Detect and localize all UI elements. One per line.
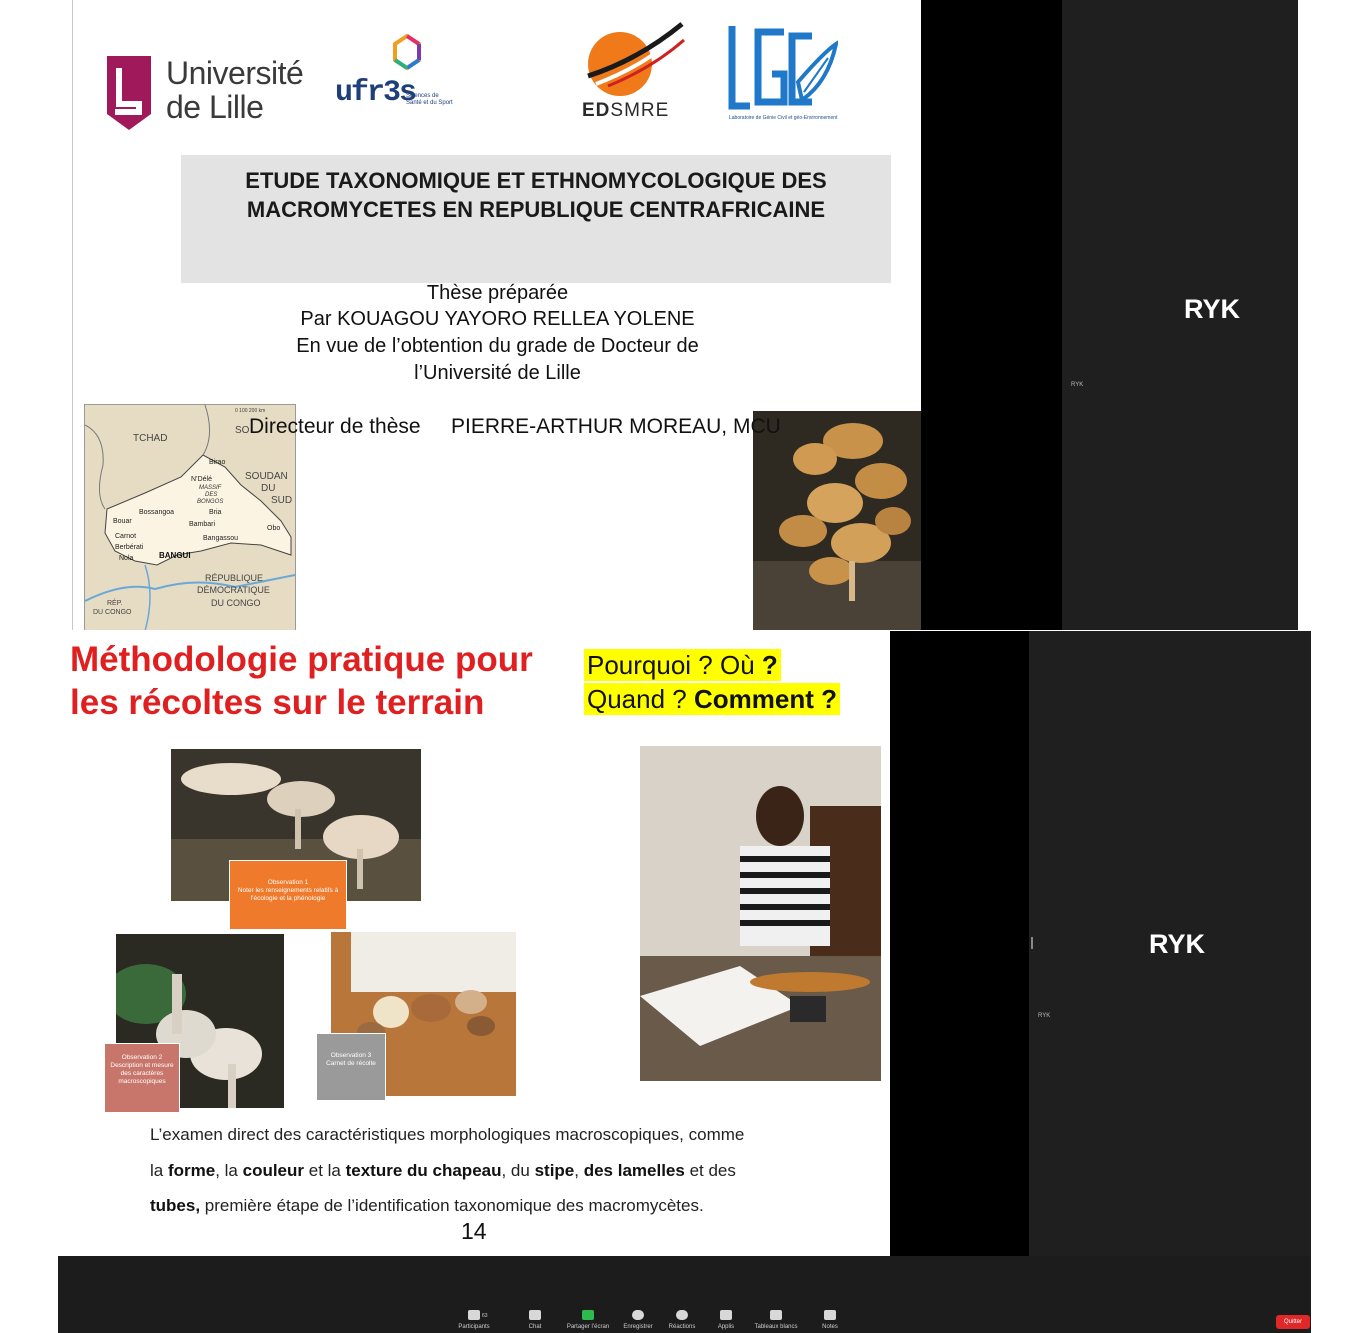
- body-l2-stipe: stipe: [534, 1161, 575, 1180]
- notes-label: Notes: [822, 1324, 838, 1330]
- observation-1-text: Noter les renseignements relatifs à l’écologie et la phénologie: [237, 887, 339, 902]
- map-label-des: DES: [205, 492, 218, 498]
- map-label-obo: Obo: [267, 525, 281, 532]
- ufr3s-logo-mark: [391, 34, 423, 80]
- body-l3-tubes: tubes,: [150, 1196, 201, 1215]
- thesis-title-line2: MACROMYCETES EN REPUBLIQUE CENTRAFRICAINE: [246, 197, 826, 222]
- body-l2-k: et des: [684, 1161, 736, 1180]
- ufr3s-logo-text: ufr3s: [335, 76, 416, 110]
- participant-name-large: RYK: [1184, 294, 1241, 324]
- body-l2-texture: texture du chapeau: [345, 1161, 502, 1180]
- bottom-right-margin: [1311, 631, 1369, 1333]
- question-line-2: [584, 683, 840, 715]
- map-label-bongos: BONGOS: [197, 499, 224, 505]
- thesis-title: [181, 166, 891, 224]
- slide-page-number: 14: [461, 1218, 487, 1244]
- bottom-slide: [58, 631, 890, 1256]
- top-right-margin: [1298, 0, 1369, 630]
- observation-1-box: [229, 860, 347, 930]
- observation-2-box: [104, 1043, 180, 1113]
- lgcge-logo: [728, 22, 838, 114]
- participant-name-small: RYK: [1071, 382, 1084, 388]
- map-label-rdc3: DU CONGO: [211, 598, 261, 608]
- director-label: Directeur de thèse: [249, 415, 421, 438]
- top-participant-tile[interactable]: [1062, 0, 1298, 630]
- chat-icon: [529, 1310, 541, 1320]
- thesis-line-4: l’Université de Lille: [414, 362, 581, 384]
- resize-handle[interactable]: [1031, 937, 1033, 949]
- record-label: Enregistrer: [623, 1324, 653, 1330]
- observation-1-title: Observation 1: [267, 879, 309, 886]
- chat-label: Chat: [528, 1324, 542, 1330]
- map-label-rdc2: DÉMOCRATIQUE: [197, 585, 270, 595]
- map-scale: 0 100 200 km: [235, 408, 266, 414]
- map-label-du: DU: [261, 483, 276, 494]
- map-label-massif: MASSIF: [199, 485, 222, 491]
- map-label-so: SO: [235, 425, 250, 436]
- participants-label: Participants: [458, 1324, 490, 1330]
- map-label-bouar: Bouar: [113, 518, 132, 525]
- map-label-sud: SUD: [271, 495, 293, 506]
- lille-line2: de Lille: [166, 89, 264, 125]
- thesis-line-3: En vue de l’obtention du grade de Docteur de: [296, 335, 699, 357]
- body-l2-i: ,: [574, 1161, 584, 1180]
- thesis-line-1: Thèse préparée: [426, 282, 569, 304]
- body-line-2: [150, 1161, 736, 1181]
- methodology-title-line2: les récoltes sur le terrain: [70, 683, 485, 722]
- body-l2-forme: forme: [167, 1161, 216, 1180]
- top-black-area: [921, 0, 1062, 630]
- map-label-bangui: BANGUI: [159, 551, 191, 560]
- body-l2-e: et la: [304, 1161, 346, 1180]
- body-line-3: [150, 1196, 704, 1216]
- eds-rest: SMRE: [610, 100, 670, 121]
- notes-icon: [824, 1310, 836, 1320]
- question1-normal: Pourquoi ? Où: [587, 650, 762, 680]
- methodology-title: [70, 638, 580, 724]
- share-screen-icon: [582, 1310, 594, 1320]
- map-label-bangassou: Bangassou: [203, 535, 239, 542]
- map-label-rep1: RÉP.: [107, 600, 123, 607]
- methodology-title-line1: Méthodologie pratique pour: [70, 640, 533, 679]
- map-label-nola: Nola: [119, 555, 134, 562]
- body-l2-g: , du: [501, 1161, 535, 1180]
- map-label-birao: Birao: [209, 459, 226, 466]
- participants-button[interactable]: [444, 1310, 504, 1330]
- question-line-1: [584, 649, 781, 681]
- whiteboards-button[interactable]: [746, 1310, 806, 1330]
- map-label-rep2: DU CONGO: [93, 609, 132, 616]
- edsmre-logo-mark: [578, 20, 688, 100]
- mushroom-cluster-photo: [753, 411, 922, 630]
- observation-2-title: Observation 2: [121, 1054, 163, 1061]
- notes-button[interactable]: [800, 1310, 860, 1330]
- lille-logo-text: [166, 56, 303, 124]
- body-l2-a: la: [150, 1161, 168, 1180]
- map-label-berberati: Berbérati: [115, 544, 144, 551]
- reactions-icon: [676, 1310, 688, 1320]
- share-screen-label: Partager l’écran: [566, 1324, 610, 1330]
- participant-name-small: RYK: [1038, 1013, 1051, 1019]
- record-icon: [632, 1310, 644, 1320]
- director-name: PIERRE-ARTHUR MOREAU, MCU: [451, 415, 781, 438]
- bottom-participant-tile[interactable]: [1029, 631, 1311, 1256]
- lgcge-caption: Laboratoire de Génie Civil et géo-Environnement: [729, 115, 838, 121]
- whiteboards-label: Tableaux blancs: [754, 1324, 798, 1330]
- observation-3-box: [316, 1033, 386, 1101]
- thesis-title-line1: ETUDE TAXONOMIQUE ET ETHNOMYCOLOGIQUE DES: [245, 168, 827, 193]
- observation-2-text: Description et mesure des caractères macroscopiques: [110, 1062, 174, 1085]
- observation-3-title: Observation 3: [330, 1052, 372, 1059]
- chat-button[interactable]: [505, 1310, 565, 1330]
- map-label-carnot: Carnot: [115, 533, 137, 540]
- participants-count: 63: [482, 1313, 488, 1319]
- researcher-photo: [640, 746, 881, 1081]
- observation-3-text: Carnet de récolte: [326, 1060, 376, 1067]
- question2-normal: Quand ?: [587, 684, 694, 714]
- map-label-ndele: N’Délé: [191, 476, 213, 483]
- quit-button[interactable]: Quitter: [1276, 1315, 1310, 1329]
- body-l2-couleur: couleur: [242, 1161, 305, 1180]
- apps-icon: [720, 1310, 732, 1320]
- body-l2-c: , la: [215, 1161, 243, 1180]
- thesis-line-2: Par KOUAGOU YAYORO RELLEA YOLENE: [300, 308, 695, 330]
- question2-bold: Comment ?: [693, 684, 837, 714]
- body-l3-b: première étape de l’identification taxonomique des macromycètes.: [200, 1196, 704, 1215]
- top-slide: [72, 0, 922, 630]
- map-label-bambari: Bambari: [189, 521, 216, 528]
- universite-lille-logo: [103, 52, 155, 132]
- ufr3s-subtitle: Sciences de Santé et du Sport: [406, 93, 453, 106]
- question1-bold: ?: [761, 650, 778, 680]
- whiteboards-icon: [770, 1310, 782, 1320]
- lille-line1: Université: [166, 55, 304, 91]
- map-label-soudan: SOUDAN: [245, 471, 288, 482]
- bottom-black-area: [890, 631, 1029, 1256]
- participants-icon: [468, 1310, 480, 1320]
- map-label-tchad: TCHAD: [133, 433, 168, 444]
- eds-bold: ED: [582, 100, 611, 121]
- map-label-bria: Bria: [209, 509, 222, 516]
- map-label-bossangoa: Bossangoa: [139, 509, 175, 516]
- edsmre-logo-text: [582, 100, 669, 122]
- body-line-1: L’examen direct des caractéristiques morphologiques macroscopiques, comme: [150, 1125, 745, 1144]
- map-label-rdc1: RÉPUBLIQUE: [205, 573, 264, 583]
- body-l2-lamelles: des lamelles: [583, 1161, 685, 1180]
- participant-name-large: RYK: [1149, 929, 1206, 959]
- reactions-label: Réactions: [668, 1324, 696, 1330]
- apps-label: Applis: [717, 1324, 735, 1330]
